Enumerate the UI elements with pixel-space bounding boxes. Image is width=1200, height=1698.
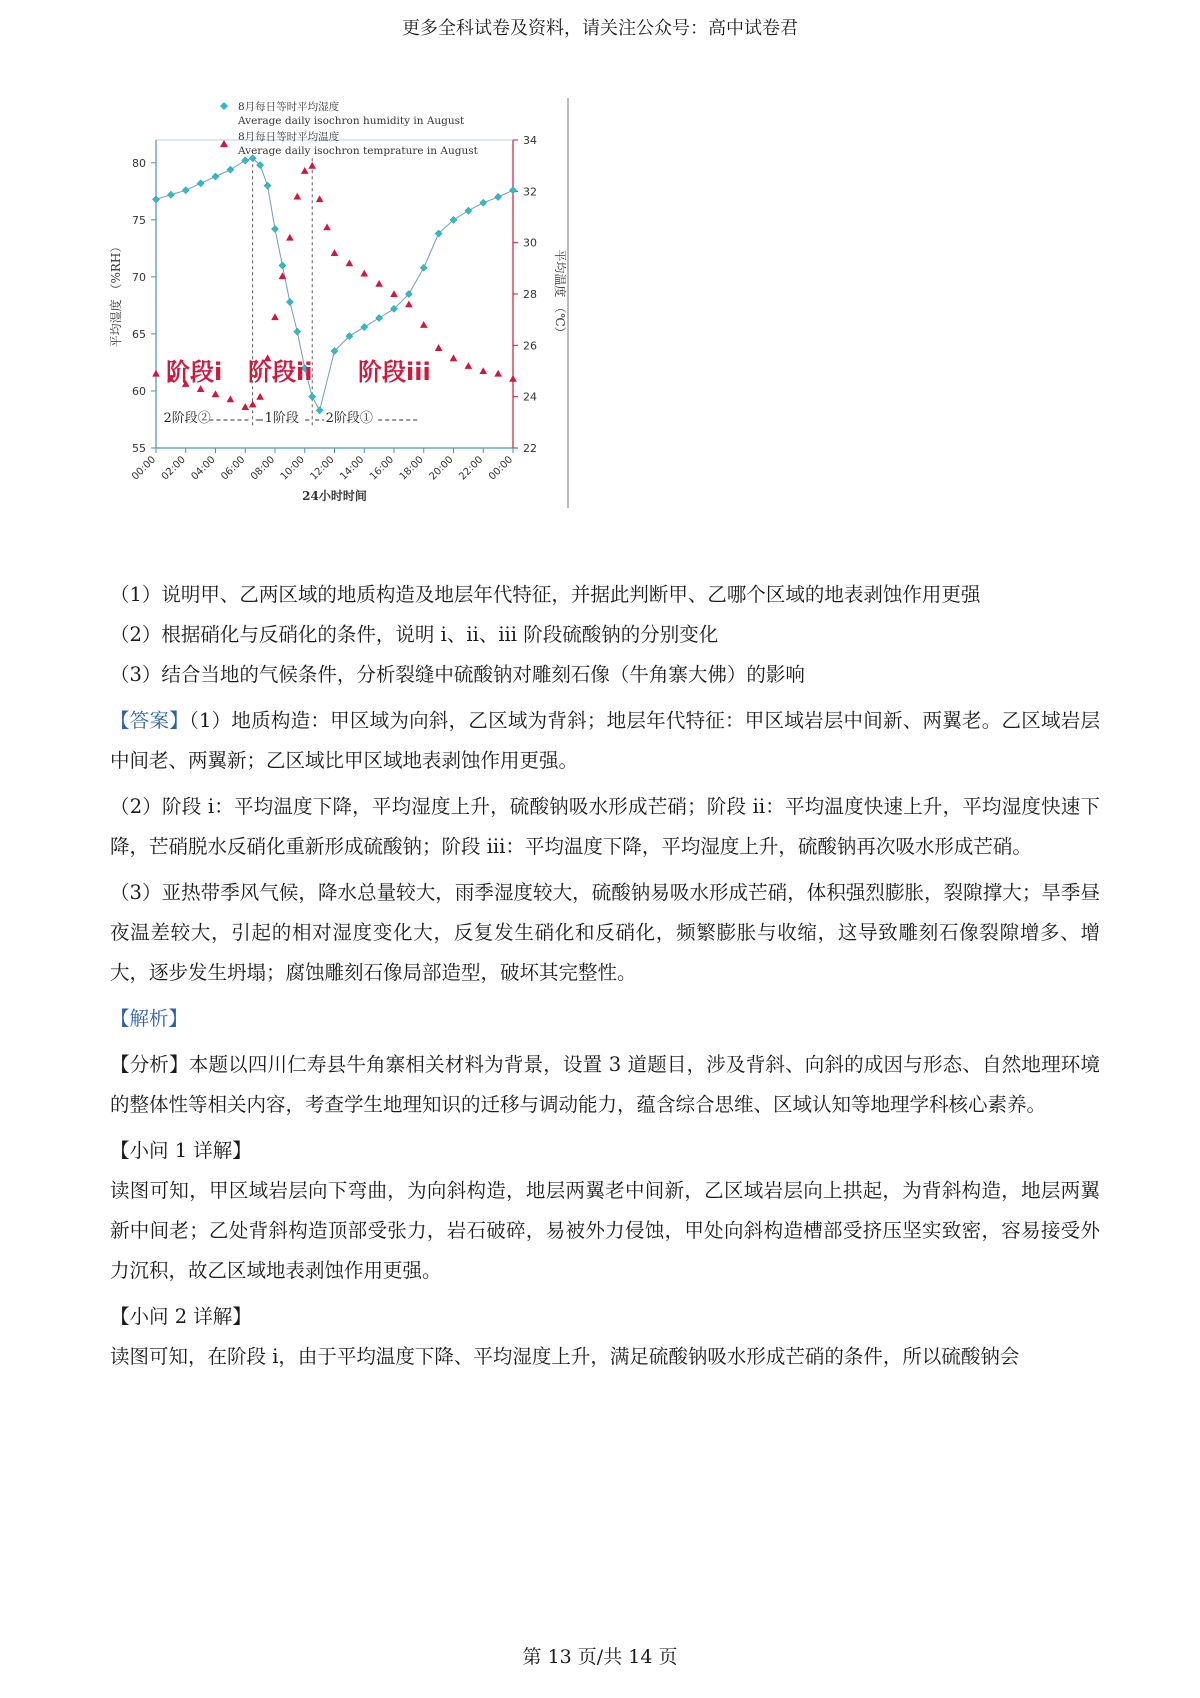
temperature-point [241, 403, 249, 410]
x-tick-label: 08:00 [248, 454, 278, 483]
humidity-point [294, 328, 301, 335]
temperature-point [279, 272, 287, 279]
temperature-point [256, 393, 264, 400]
answer-1-text: （1）地质构造：甲区域为向斜，乙区域为背斜；地层年代特征：甲区域岩层中间新、两翼老。乙区域岩层中间老、两翼新；乙区域比甲区域地表剥蚀作用更强。 [110, 709, 1100, 772]
page-header: 更多全科试卷及资料，请关注公众号：高中试卷君 [402, 18, 798, 39]
temperature-point [465, 362, 473, 369]
answer-2: （2）阶段 i：平均温度下降，平均湿度上升，硫酸钠吸水形成芒硝；阶段 ii：平均温度快速上升，平均湿度快速下降，芒硝脱水反硝化重新形成硫酸钠；阶段 iii：平均温度下降，平均湿度上升，硫酸钠再次吸水形成芒硝。 [110, 795, 1100, 858]
x-tick-label: 00:00 [129, 454, 159, 483]
temperature-point [420, 321, 428, 328]
humidity-point [152, 196, 159, 203]
legend-temperature-cn: 8月每日等时平均温度 [238, 131, 340, 143]
temperature-point [390, 290, 398, 297]
subquestion-1-text: 读图可知，甲区域岩层向下弯曲，为向斜构造，地层两翼老中间新，乙区域岩层向上拱起，为背斜构造，地层两翼新中间老；乙处背斜构造顶部受张力，岩石破碎，易被外力侵蚀，甲处向斜构造槽部受挤压坚实致密，容易接受外力沉积，故乙区域地表剥蚀作用更强。 [110, 1179, 1100, 1282]
stage-label: 阶段iii [358, 358, 431, 386]
humidity-point [279, 262, 286, 269]
humidity-point [182, 187, 189, 194]
legend-humidity-marker [220, 102, 228, 110]
subquestion-1-title: 【小问 1 详解】 [110, 1139, 252, 1162]
humidity-point [509, 187, 516, 194]
humidity-point [212, 173, 219, 180]
humidity-point [271, 225, 278, 232]
temperature-point [294, 193, 302, 200]
legend-humidity-cn: 8月每日等时平均湿度 [238, 101, 340, 113]
y-left-tick-label: 55 [132, 442, 146, 455]
x-tick-label: 16:00 [367, 454, 397, 483]
question-1: （1）说明甲、乙两区域的地质构造及地层年代特征，并据此判断甲、乙哪个区域的地表剥蚀作用更强 [110, 583, 981, 606]
y-right-tick-label: 24 [523, 390, 537, 404]
humidity-point [264, 182, 271, 189]
temperature-point [360, 270, 368, 277]
humidity-point [495, 193, 502, 200]
temperature-point [197, 385, 205, 392]
x-tick-label: 18:00 [397, 454, 426, 483]
x-tick-label: 02:00 [159, 454, 188, 483]
y-left-tick-label: 60 [132, 384, 146, 398]
stage-arrow-label: 2阶段① [325, 411, 373, 426]
answer-label: 【答案】 [110, 709, 189, 732]
x-tick-label: 06:00 [219, 454, 248, 483]
chart-svg [108, 98, 628, 563]
x-tick-label: 12:00 [308, 454, 337, 483]
question-2: （2）根据硝化与反硝化的条件，说明 i、ii、iii 阶段硫酸钠的分别变化 [110, 623, 719, 646]
humidity-temperature-chart [108, 98, 628, 563]
temperature-point [227, 395, 235, 402]
answer-3: （3）亚热带季风气候，降水总量较大，雨季湿度较大，硫酸钠易吸水形成芒硝，体积强烈膨胀，裂隙撑大；旱季昼夜温差较大，引起的相对湿度变化大，反复发生硝化和反硝化，频繁膨胀与收缩，这导致雕刻石像裂隙增多、增大，逐步发生坍塌；腐蚀雕刻石像局部造型，破坏其完整性。 [110, 881, 1100, 984]
x-tick-label: 14:00 [338, 454, 367, 483]
subquestion-2-title: 【小问 2 详解】 [110, 1305, 252, 1328]
humidity-point [480, 199, 487, 206]
x-tick-label: 00:00 [486, 454, 516, 483]
temperature-point [494, 370, 502, 377]
document-body [110, 575, 1100, 1377]
y-left-axis-label: 平均湿度 （%RH） [109, 240, 123, 348]
legend-temperature-marker [220, 140, 228, 147]
y-right-axis-label: 平均温度 （℃） [553, 249, 567, 339]
temperature-point [331, 249, 339, 256]
humidity-point [361, 323, 368, 330]
humidity-point [309, 393, 316, 400]
temperature-point [323, 223, 331, 230]
temperature-point [435, 344, 443, 351]
temperature-point [301, 167, 309, 174]
temperature-point [152, 370, 160, 377]
y-left-tick-label: 80 [132, 156, 146, 170]
temperature-point [249, 401, 257, 408]
subquestion-2-text: 读图可知，在阶段 i，由于平均温度下降、平均湿度上升，满足硫酸钠吸水形成芒硝的条件，所以硫酸钠会 [110, 1345, 1020, 1368]
temperature-point [375, 280, 383, 287]
y-right-tick-label: 28 [523, 288, 537, 301]
humidity-point [465, 207, 472, 214]
answer-1 [110, 701, 1100, 781]
analysis-overview: 【分析】本题以四川仁寿县牛角寨相关材料为背景，设置 3 道题目，涉及背斜、向斜的成因与形态、自然地理环境的整体性等相关内容，考查学生地理知识的迁移与调动能力，蕴含综合思维、区域认知等地理学科核心素养。 [110, 1053, 1100, 1116]
x-tick-label: 20:00 [427, 454, 456, 483]
temperature-point [271, 313, 279, 320]
stage-label: 阶段i [166, 358, 223, 386]
question-3: （3）结合当地的气候条件，分析裂缝中硫酸钠对雕刻石像（牛角寨大佛）的影响 [110, 663, 805, 686]
stage-arrow-label: 1阶段 [264, 411, 299, 426]
y-right-tick-label: 34 [523, 134, 537, 147]
x-tick-label: 10:00 [278, 454, 307, 483]
humidity-point [376, 314, 383, 321]
humidity-point [227, 166, 234, 173]
humidity-point [286, 298, 293, 305]
humidity-point [242, 157, 249, 164]
temperature-point [346, 259, 354, 266]
y-right-tick-label: 32 [523, 185, 537, 199]
temperature-point [450, 354, 458, 361]
humidity-point [197, 180, 204, 187]
humidity-point [420, 264, 427, 271]
y-right-tick-label: 30 [523, 236, 537, 250]
temperature-point [405, 300, 413, 307]
stage-arrow-label: 2阶段② [163, 411, 211, 426]
y-left-tick-label: 65 [132, 327, 146, 341]
x-tick-label: 22:00 [457, 454, 486, 483]
temperature-point [286, 234, 294, 241]
y-right-tick-label: 22 [523, 442, 537, 455]
temperature-point [479, 367, 487, 374]
page-footer: 第 13 页/共 14 页 [522, 1646, 678, 1668]
legend-humidity-en: Average daily isochron humidity in August [238, 115, 465, 127]
x-axis-label: 24小时时间 [302, 489, 367, 503]
humidity-point [167, 191, 174, 198]
analysis-label: 【解析】 [110, 1007, 189, 1030]
y-right-tick-label: 26 [523, 339, 537, 353]
legend-temperature-en: Average daily isochron temprature in August [238, 145, 478, 157]
temperature-point [212, 390, 220, 397]
temperature-point [509, 375, 517, 382]
x-tick-label: 04:00 [189, 454, 218, 483]
temperature-point [316, 195, 324, 202]
humidity-point [316, 407, 323, 414]
stage-label: 阶段ii [248, 358, 313, 386]
y-left-tick-label: 70 [132, 270, 146, 284]
y-left-tick-label: 75 [132, 213, 146, 227]
temperature-point [308, 162, 316, 169]
